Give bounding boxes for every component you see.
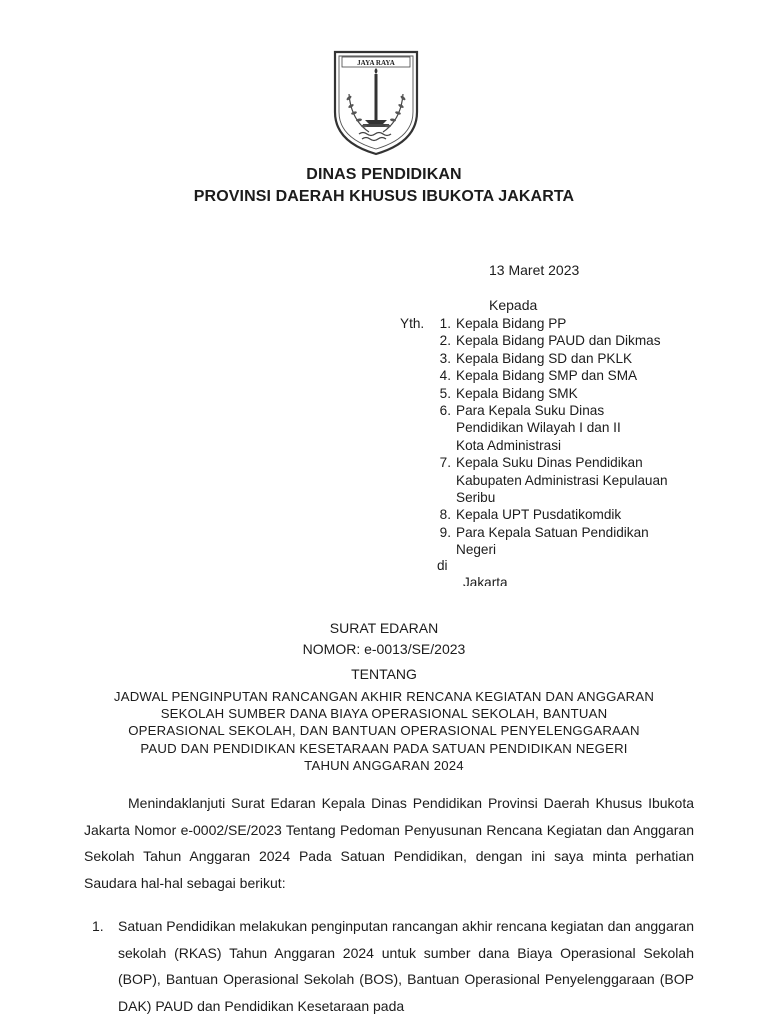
recipient-yth bbox=[400, 524, 431, 541]
recipient-number: 1. bbox=[439, 316, 451, 331]
recipient-yth bbox=[400, 332, 431, 349]
recipient-yth bbox=[400, 402, 431, 419]
recipient-text: Kota Administrasi bbox=[456, 437, 562, 453]
recipient-row bbox=[400, 367, 668, 384]
recipient-row bbox=[400, 332, 668, 349]
recipient-number bbox=[431, 541, 451, 558]
addressee-place: Jakarta bbox=[463, 575, 508, 586]
recipient-text: Seribu bbox=[456, 490, 496, 506]
recipient-yth bbox=[400, 472, 431, 489]
recipient-text: Negeri bbox=[456, 542, 497, 558]
recipient-number: 4. bbox=[439, 368, 451, 384]
addressee-di: di bbox=[437, 558, 448, 573]
letter-number: NOMOR: e-0013/SE/2023 bbox=[302, 641, 466, 657]
recipient-text: Kepala Bidang SMP dan SMA bbox=[456, 368, 638, 384]
recipient-text: Para Kepala Satuan Pendidikan bbox=[456, 524, 649, 540]
recipient-number bbox=[431, 489, 451, 506]
recipient-number: 5. bbox=[439, 385, 451, 401]
recipient-row bbox=[400, 489, 668, 506]
letter-date: 13 Maret 2023 bbox=[489, 262, 580, 278]
recipient-yth bbox=[400, 506, 431, 523]
recipient-row bbox=[400, 419, 668, 436]
recipient-text: Kepala Bidang SD dan PKLK bbox=[456, 350, 633, 366]
recipient-yth bbox=[400, 367, 431, 384]
recipient-yth bbox=[400, 489, 431, 506]
recipient-number: 3. bbox=[439, 350, 451, 366]
recipient-row bbox=[400, 454, 668, 471]
recipient-text: Kepala Bidang SMK bbox=[456, 385, 578, 401]
recipient-text: Kepala Bidang PAUD dan Dikmas bbox=[456, 333, 661, 349]
recipient-text: Kepala Suku Dinas Pendidikan bbox=[456, 455, 643, 471]
recipient-row bbox=[400, 541, 668, 558]
subject-line: JADWAL PENGINPUTAN RANCANGAN AKHIR RENCANA KEGIATAN DAN ANGGARAN bbox=[113, 689, 655, 704]
recipient-text: Para Kepala Suku Dinas bbox=[456, 403, 605, 419]
recipient-number bbox=[431, 472, 451, 489]
recipient-number: 7. bbox=[439, 455, 451, 471]
item-text: Satuan Pendidikan melakukan penginputan rancangan akhir rencana kegiatan dan anggaran sekolah (RKAS) Tahun Anggaran 2024 untuk sumber dana Biaya Operasional Sekolah (BOP), Bantuan Operasional Sekolah (BOS), Bantuan Operasional Penyelenggaraan (BOP DAK) PAUD dan Pendidikan Kesetaraan pada bbox=[118, 918, 694, 1014]
subject-line: PAUD DAN PENDIDIKAN KESETARAAN PADA SATUAN PENDIDIKAN NEGERI bbox=[140, 740, 628, 756]
recipient-yth: Yth. bbox=[400, 316, 425, 331]
subject-line: OPERASIONAL SEKOLAH, DAN BANTUAN OPERASIONAL PENYELENGGARAAN bbox=[128, 723, 640, 739]
letter-type: SURAT EDARAN bbox=[329, 620, 439, 636]
logo-motto: JAYA RAYA bbox=[357, 59, 395, 67]
agency-name: DINAS PENDIDIKAN bbox=[306, 166, 462, 183]
subject-line: SEKOLAH SUMBER DANA BIAYA OPERASIONAL SEKOLAH, BANTUAN bbox=[160, 706, 608, 722]
recipient-text: Kepala Bidang PP bbox=[456, 316, 567, 331]
list-item bbox=[92, 913, 694, 1019]
recipient-yth bbox=[400, 350, 431, 367]
recipient-row bbox=[400, 402, 668, 419]
recipient-number: 6. bbox=[439, 403, 451, 419]
recipient-row bbox=[400, 385, 668, 402]
recipient-number bbox=[431, 437, 451, 454]
recipient-yth bbox=[400, 419, 431, 436]
recipient-text: Pendidikan Wilayah I dan II bbox=[456, 420, 621, 436]
recipient-row bbox=[400, 350, 668, 367]
recipient-row bbox=[400, 506, 668, 523]
intro-paragraph: Menindaklanjuti Surat Edaran Kepala Dinas Pendidikan Provinsi Daerah Khusus Ibukota Jakarta Nomor e-0002/SE/2023 Tentang Pedoman Penyusunan Rencana Kegiatan dan Anggaran Sekolah Tahun Anggaran 2024 Pada Satuan Pendidikan, dengan ini saya minta perhatian Saudara hal-hal sebagai berikut: bbox=[84, 795, 694, 891]
subject-line: TAHUN ANGGARAN 2024 bbox=[304, 757, 464, 773]
recipient-text: Kabupaten Administrasi Kepulauan bbox=[456, 472, 668, 488]
province-name: PROVINSI DAERAH KHUSUS IBUKOTA JAKARTA bbox=[193, 188, 575, 205]
addressee-kepada: Kepada bbox=[489, 297, 538, 313]
recipient-number bbox=[431, 419, 451, 436]
recipient-row bbox=[400, 524, 668, 541]
recipient-yth bbox=[400, 454, 431, 471]
letter-subject bbox=[80, 688, 688, 774]
recipient-yth bbox=[400, 541, 431, 558]
recipient-number: 2. bbox=[439, 333, 451, 349]
recipient-row bbox=[400, 315, 668, 332]
recipient-text: Kepala UPT Pusdatikomdik bbox=[456, 507, 622, 523]
recipient-list bbox=[400, 315, 668, 559]
recipient-row bbox=[400, 437, 668, 454]
recipient-number: 9. bbox=[439, 524, 451, 540]
recipient-number: 8. bbox=[439, 507, 451, 523]
recipient-yth bbox=[400, 437, 431, 454]
item-number: 1. bbox=[92, 918, 104, 934]
jakarta-emblem-icon bbox=[333, 50, 419, 156]
recipient-yth bbox=[400, 385, 431, 402]
recipient-row bbox=[400, 472, 668, 489]
letter-about: TENTANG bbox=[351, 666, 417, 682]
